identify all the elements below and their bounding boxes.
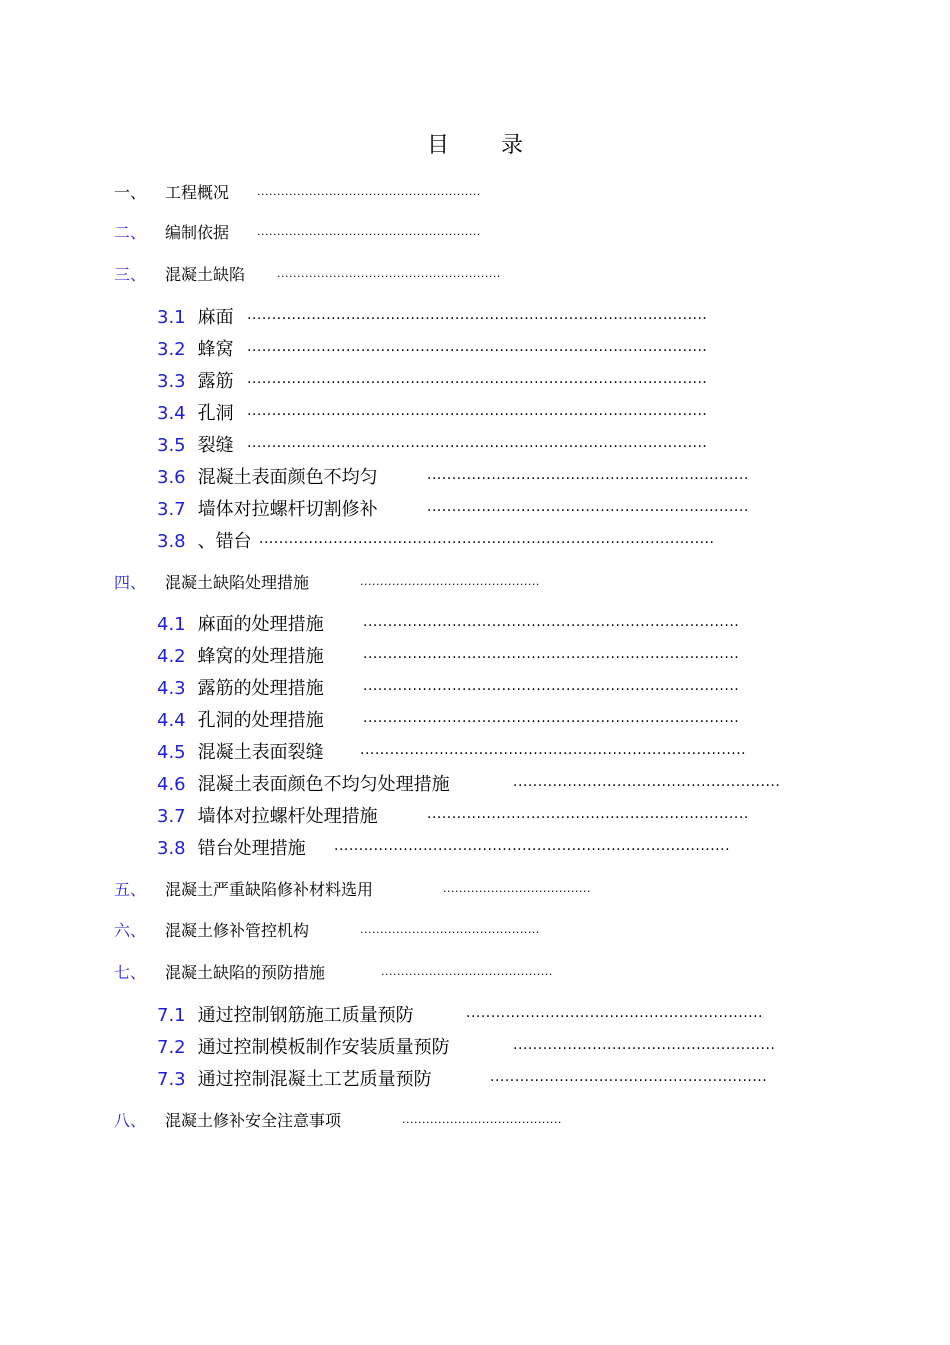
toc-entry-text: 混凝土表面颜色不均匀处理措施 xyxy=(197,774,450,794)
toc-link[interactable] xyxy=(157,1065,487,1089)
toc-entry-text: 混凝土严重缺陷修补材料选用 xyxy=(165,880,374,899)
dot-leader: ........................................ xyxy=(402,1113,562,1126)
toc-link[interactable] xyxy=(157,1001,464,1025)
toc-entry-text: 混凝土修补管控机构 xyxy=(165,921,310,940)
toc-title-char-2: 录 xyxy=(501,133,524,158)
toc-heading xyxy=(114,180,229,203)
toc-entry-number: 7.1 xyxy=(157,1005,186,1025)
toc-entry-number: 3.8 xyxy=(157,531,186,551)
toc-entry-number: 7.2 xyxy=(157,1037,186,1057)
toc-entry[interactable] xyxy=(157,495,841,519)
toc-entry-number: 3.3 xyxy=(157,371,186,391)
dot-leader: ............................................. xyxy=(360,575,540,588)
toc-entry[interactable] xyxy=(114,262,556,286)
toc-entry-text: 混凝土修补安全注意事项 xyxy=(165,1111,342,1130)
toc-entry[interactable] xyxy=(157,463,841,487)
dot-leader: ........................................................ xyxy=(257,185,481,198)
dot-leader: ............................................................................................ xyxy=(259,531,715,547)
toc-link[interactable] xyxy=(157,834,329,858)
toc-entry[interactable] xyxy=(157,399,841,423)
toc-entry-number: 3.7 xyxy=(157,499,186,519)
toc-entry-text: 蜂窝 xyxy=(197,339,234,359)
toc-entry[interactable] xyxy=(114,570,598,594)
toc-link[interactable] xyxy=(157,463,418,487)
toc-entry-number: 八、 xyxy=(114,1111,147,1130)
toc-entry[interactable] xyxy=(157,431,841,455)
toc-link[interactable] xyxy=(157,495,418,519)
toc-link[interactable] xyxy=(157,335,234,359)
toc-link[interactable] xyxy=(114,570,351,593)
toc-entry-number: 五、 xyxy=(114,880,147,899)
toc-entry-number: 六、 xyxy=(114,921,147,940)
toc-entry-number: 4.6 xyxy=(157,774,186,794)
toc-link[interactable] xyxy=(157,431,234,455)
dot-leader: ........................................... xyxy=(381,965,553,978)
toc-link[interactable] xyxy=(157,706,355,730)
toc-entry-text: 墙体对拉螺杆处理措施 xyxy=(197,806,378,826)
toc-entry-number: 四、 xyxy=(114,573,147,592)
toc-entry-text: 露筋的处理措施 xyxy=(197,678,324,698)
toc-entry-number: 二、 xyxy=(114,223,147,242)
dot-leader: ................................................................................ xyxy=(334,838,731,854)
toc-entry[interactable] xyxy=(157,802,841,826)
toc-link[interactable] xyxy=(114,960,373,983)
dot-leader: ............................................................................ xyxy=(363,614,740,630)
toc-entry[interactable] xyxy=(157,303,841,327)
toc-entry-number: 3.5 xyxy=(157,435,186,455)
toc-entry[interactable] xyxy=(114,960,608,984)
toc-link[interactable] xyxy=(157,642,355,666)
dot-leader: ........................................................ xyxy=(257,225,481,238)
toc-link[interactable] xyxy=(157,738,352,762)
toc-link[interactable] xyxy=(157,399,234,423)
toc-link[interactable] xyxy=(157,770,508,794)
dot-leader: ............................................................................ xyxy=(363,646,740,662)
toc-entry-number: 3.1 xyxy=(157,307,186,327)
toc-entry-number: 七、 xyxy=(114,963,147,982)
toc-entry-text: 错台处理措施 xyxy=(197,838,306,858)
dot-leader: ............................................. xyxy=(360,923,540,936)
dot-leader: ............................................................................................. xyxy=(247,403,708,419)
toc-entry-number: 3.2 xyxy=(157,339,186,359)
toc-entry[interactable] xyxy=(157,527,841,551)
toc-title-char-1: 目 xyxy=(426,133,449,158)
toc-entry[interactable] xyxy=(157,610,841,634)
dot-leader: ............................................................................................. xyxy=(247,371,708,387)
toc-link[interactable] xyxy=(114,918,351,941)
dot-leader: ........................................................ xyxy=(277,267,501,280)
toc-entry-text: 通过控制混凝土工艺质量预防 xyxy=(197,1069,432,1089)
toc-entry-text: 孔洞 xyxy=(197,403,234,423)
toc-entry-text: 露筋 xyxy=(197,371,234,391)
dot-leader: ..................................................... xyxy=(513,1037,776,1053)
toc-entry[interactable] xyxy=(157,674,841,698)
dot-leader: .............................................................................. xyxy=(360,742,747,758)
toc-entry-text: 墙体对拉螺杆切割修补 xyxy=(197,499,378,519)
toc-link[interactable] xyxy=(157,674,355,698)
toc-entry-text: 麻面的处理措施 xyxy=(197,614,324,634)
toc-entry-number: 3.6 xyxy=(157,467,186,487)
toc-link[interactable] xyxy=(114,220,248,243)
toc-entry-number: 3.4 xyxy=(157,403,186,423)
toc-entry-text: 通过控制模板制作安装质量预防 xyxy=(197,1037,450,1057)
dot-leader: ........................................................ xyxy=(490,1069,768,1085)
dot-leader: ............................................................................ xyxy=(363,710,740,726)
dot-leader: ............................................................ xyxy=(466,1005,764,1021)
toc-entry[interactable] xyxy=(157,738,844,762)
toc-entry[interactable] xyxy=(157,642,841,666)
toc-link[interactable] xyxy=(157,610,355,634)
toc-entry-number: 7.3 xyxy=(157,1069,186,1089)
toc-entry[interactable] xyxy=(157,834,841,858)
toc-entry-text: 孔洞的处理措施 xyxy=(197,710,324,730)
toc-link[interactable] xyxy=(157,802,418,826)
toc-entry-text: 麻面 xyxy=(197,307,234,327)
dot-leader: ................................................................. xyxy=(427,499,749,515)
toc-entry-text: 通过控制钢筋施工质量预防 xyxy=(197,1005,414,1025)
toc-entry-text: 混凝土缺陷处理措施 xyxy=(165,573,310,592)
toc-entry[interactable] xyxy=(114,918,598,942)
toc-entry-text: 工程概况 xyxy=(165,183,230,202)
dot-leader: ...................................................... xyxy=(513,774,781,790)
toc-entry[interactable] xyxy=(157,335,841,359)
toc-entry-text: 混凝土表面颜色不均匀 xyxy=(197,467,378,487)
toc-link[interactable] xyxy=(114,262,269,285)
toc-entry-text: 混凝土缺陷 xyxy=(165,265,246,284)
toc-entry[interactable] xyxy=(114,1108,620,1132)
toc-link[interactable] xyxy=(157,1033,508,1057)
toc-entry-number: 一、 xyxy=(114,183,147,202)
toc-link[interactable] xyxy=(157,367,234,391)
toc-entry-text: 裂缝 xyxy=(197,435,234,455)
toc-entry[interactable] xyxy=(157,1065,841,1089)
toc-entry-number: 3.8 xyxy=(157,838,186,858)
toc-entry-number: 4.2 xyxy=(157,646,186,666)
toc-entry[interactable] xyxy=(114,877,639,901)
toc-entry-text: 混凝土表面裂缝 xyxy=(197,742,324,762)
toc-link[interactable] xyxy=(157,303,234,327)
toc-entry[interactable] xyxy=(157,706,841,730)
toc-entry-number: 4.3 xyxy=(157,678,186,698)
toc-entry[interactable] xyxy=(157,1001,841,1025)
toc-entry[interactable] xyxy=(157,1033,841,1057)
toc-entry[interactable] xyxy=(157,770,841,794)
toc-title xyxy=(0,128,950,159)
toc-entry-number: 4.1 xyxy=(157,614,186,634)
toc-link[interactable] xyxy=(114,877,434,900)
toc-entry-number: 4.5 xyxy=(157,742,186,762)
dot-leader: ................................................................. xyxy=(427,806,749,822)
dot-leader: ..................................... xyxy=(443,882,591,895)
toc-entry-text: 、错台 xyxy=(197,531,252,551)
toc-entry-number: 3.7 xyxy=(157,806,186,826)
dot-leader: ............................................................................................. xyxy=(247,435,708,451)
toc-entry-text: 混凝土缺陷的预防措施 xyxy=(165,963,326,982)
toc-entry-number: 4.4 xyxy=(157,710,186,730)
dot-leader: ................................................................. xyxy=(427,467,749,483)
toc-entry-text: 编制依据 xyxy=(165,223,230,242)
dot-leader: ............................................................................................. xyxy=(247,339,708,355)
dot-leader: ............................................................................................. xyxy=(247,307,708,323)
toc-entry-number: 三、 xyxy=(114,265,147,284)
toc-entry xyxy=(114,180,547,204)
dot-leader: ............................................................................ xyxy=(363,678,740,694)
toc-entry-text: 蜂窝的处理措施 xyxy=(197,646,324,666)
toc-entry[interactable] xyxy=(157,367,841,391)
toc-link[interactable] xyxy=(114,1108,392,1131)
toc-link[interactable] xyxy=(157,527,252,551)
toc-entry[interactable] xyxy=(114,220,547,244)
